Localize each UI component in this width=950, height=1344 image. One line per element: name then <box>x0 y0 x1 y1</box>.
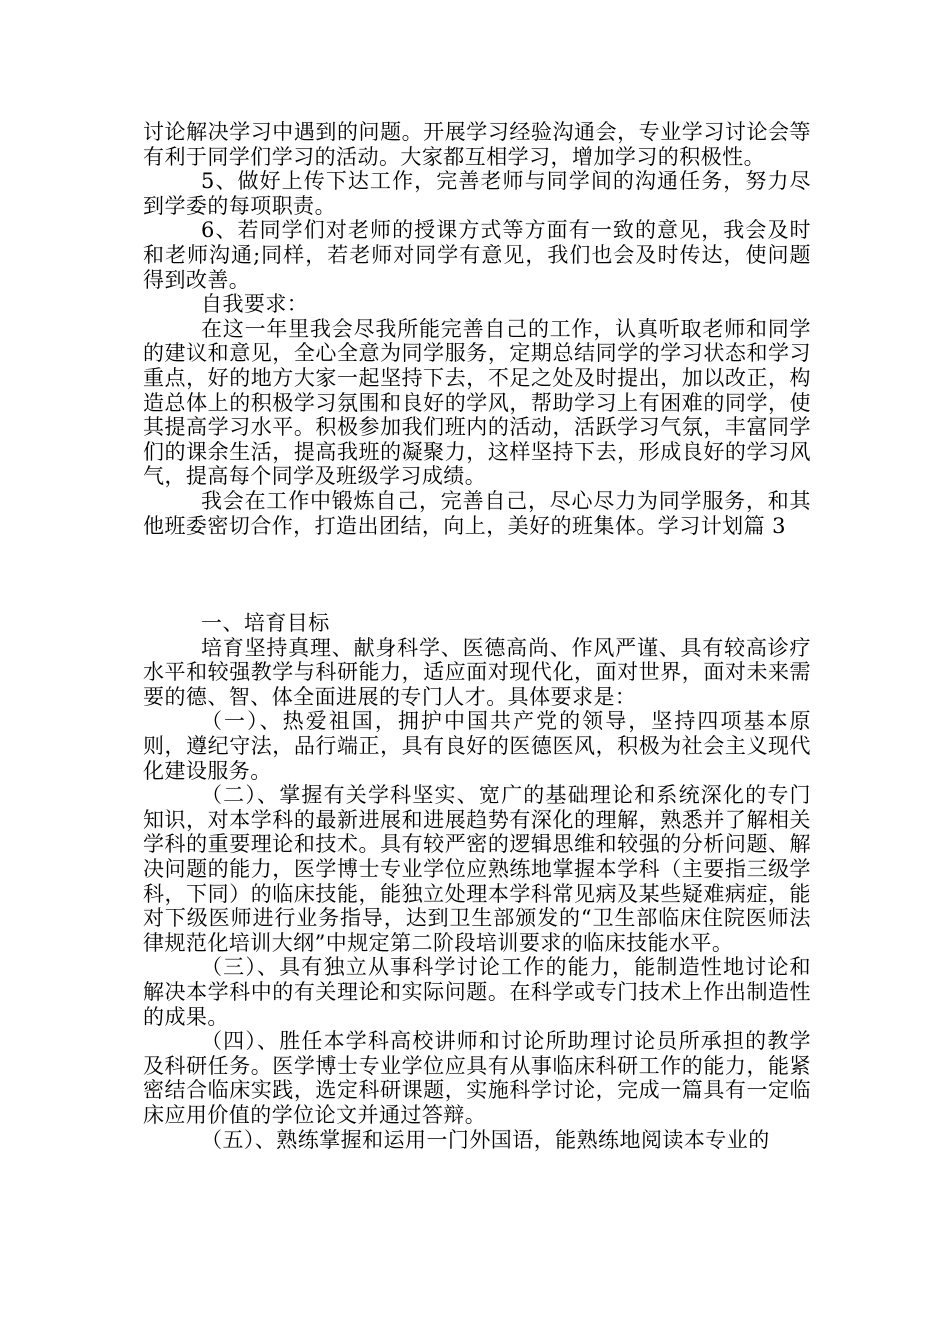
paragraph: （二）、掌握有关学科坚实、宽广的基础理论和系统深化的专门知识，对本学科的最新进展和进展趋势有深化的理解，熟悉并了解相关学科的重要理论和技术。具有较严密的逻辑思维和较强的分析问题、解决问题的能力，医学博士专业学位应熟练地掌握本学科（主要指三级学科，下同）的临床技能，能独立处理本学科常见病及某些疑难病症，能对下级医师进行业务指导，达到卫生部颁发的“卫生部临床住院医师法律规范化培训大纲”中规定第二阶段培训要求的临床技能水平。 <box>143 783 811 955</box>
paragraph-heading: 自我要求： <box>201 292 309 317</box>
paragraph: 培育坚持真理、献身科学、医德高尚、作风严谨、具有较高诊疗水平和较强教学与科研能力，适应面对现代化，面对世界，面对未来需要的德、智、体全面进展的专门人才。具体要求是： <box>143 635 811 709</box>
section-heading: 一、培育目标 <box>201 611 330 636</box>
paragraph: 5、做好上传下达工作，完善老师与同学间的沟通任务，努力尽到学委的每项职责。 <box>143 169 811 218</box>
paragraph: 6、若同学们对老师的授课方式等方面有一致的意见，我会及时和老师沟通;同样，若老师对同学有意见，我们也会及时传达，使问题得到改善。 <box>143 218 811 292</box>
section-bottom <box>143 611 811 1152</box>
paragraph: （五）、熟练掌握和运用一门外国语，能熟练地阅读本专业的 <box>201 1127 770 1152</box>
paragraph: （一）、热爱祖国，拥护中国共产党的领导，坚持四项基本原则，遵纪守法，品行端正，具有良好的医德医风，积极为社会主义现代化建设服务。 <box>143 709 811 783</box>
paragraph: 在这一年里我会尽我所能完善自己的工作，认真听取老师和同学的建议和意见，全心全意为同学服务，定期总结同学的学习状态和学习重点，好的地方大家一起坚持下去，不足之处及时提出，加以改正，构造总体上的积极学习氛围和良好的学风，帮助学习上有困难的同学，使其提高学习水平。积极参加我们班内的活动，活跃学习气氛，丰富同学们的课余生活，提高我班的凝聚力，这样坚持下去，形成良好的学习风气，提高每个同学及班级学习成绩。 <box>143 316 811 489</box>
paragraph: （三）、具有独立从事科学讨论工作的能力，能制造性地讨论和解决本学科中的有关理论和实际问题。在科学或专门技术上作出制造性的成果。 <box>143 955 811 1029</box>
section-top <box>143 120 811 538</box>
paragraph: 我会在工作中锻炼自己，完善自己，尽心尽力为同学服务，和其他班委密切合作，打造出团结，向上，美好的班集体。学习计划篇 3 <box>143 488 811 538</box>
document-page <box>143 120 811 1152</box>
paragraph: （四）、胜任本学科高校讲师和讨论所助理讨论员所承担的教学及科研任务。医学博士专业学位应具有从事临床科研工作的能力，能紧密结合临床实践，选定科研课题，实施科学讨论，完成一篇具有一定临床应用价值的学位论文并通过答辩。 <box>143 1029 811 1127</box>
section-gap <box>143 538 811 611</box>
paragraph: 讨论解决学习中遇到的问题。开展学习经验沟通会，专业学习讨论会等有利于同学们学习的活动。大家都互相学习，增加学习的积极性。 <box>143 120 811 169</box>
